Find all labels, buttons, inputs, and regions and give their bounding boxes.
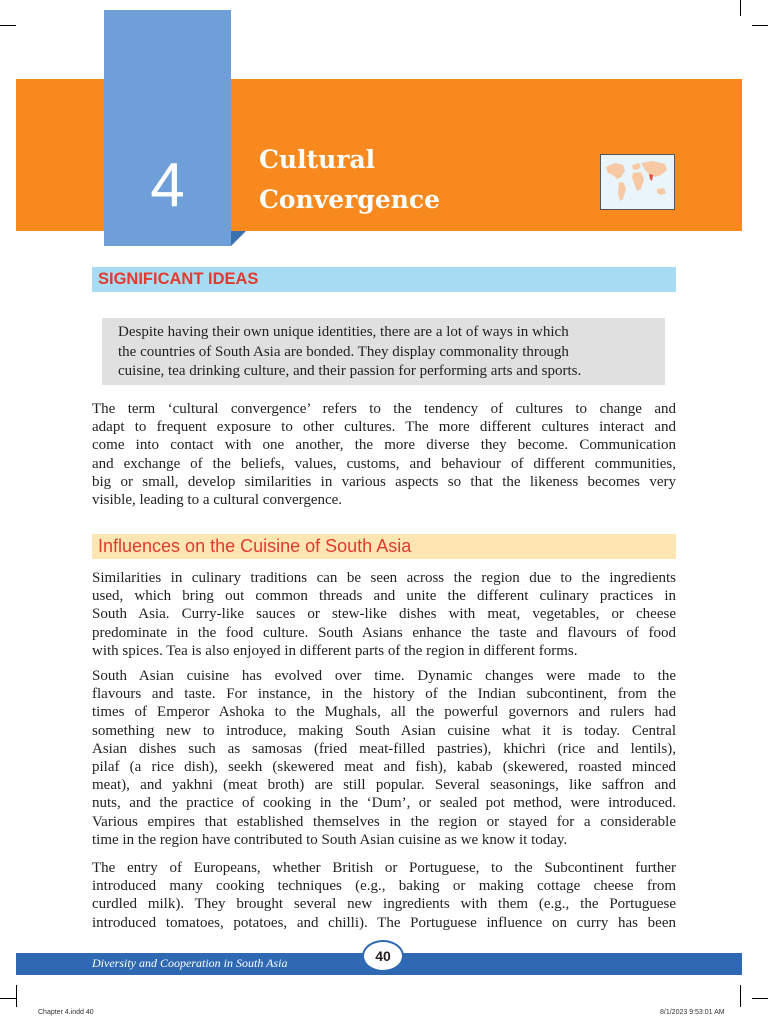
chapter-title-line2: Convergence (259, 185, 441, 214)
callout-line: the countries of South Asia are bonded. They display commonality through (118, 343, 569, 360)
text-line: and exchange of the beliefs, values, customs, and behaviour of different communities, (92, 455, 676, 472)
crop-mark (740, 0, 741, 16)
cuisine-paragraph-2 (92, 667, 676, 849)
crop-mark (752, 998, 768, 999)
world-map-icon (600, 154, 675, 210)
text-line: The term ‘cultural convergence’ refers to the tendency of cultures to change and (92, 401, 676, 417)
text-line: meat), and yakhni (meat broth) are still popular. Several seasonings, like saffron and (92, 777, 676, 794)
text-line: introduced tomatoes, potatoes, and chilli). The Portuguese influence on curry has been (92, 914, 676, 931)
text-line: times of Emperor Ashoka to the Mughals, all the powerful governors and rulers had (92, 704, 676, 721)
chapter-title-line1: Cultural (259, 145, 376, 174)
text-line: curdled milk). They brought several new ingredients with them (e.g., the Portuguese (92, 896, 676, 913)
cuisine-paragraph-1 (92, 569, 676, 660)
text-line: South Asia. Curry-like sauces or stew-like dishes with meat, vegetables, or cheese (92, 606, 676, 623)
text-line: come into contact with one another, the more diverse they become. Communication (92, 437, 676, 454)
text-line: predominate in the food culture. South Asians enhance the taste and flavours of food (92, 624, 676, 641)
chapter-title (259, 140, 579, 220)
text-line: adapt to frequent exposure to other cultures. The more different cultures interact and (92, 419, 676, 436)
crop-mark (740, 985, 741, 1007)
cuisine-paragraph-3 (92, 859, 676, 932)
cuisine-section-heading: Influences on the Cuisine of South Asia (92, 534, 676, 559)
page-number: 40 (362, 940, 404, 972)
crop-mark (752, 25, 768, 26)
slug-timestamp: 8/1/2023 9:53:01 AM (660, 1009, 725, 1016)
chapter-number: 4 (150, 151, 185, 220)
text-line: something new to introduce, making South Asian cuisine what it is today. Central (92, 722, 676, 739)
tab-fold-decoration (231, 231, 246, 246)
crop-mark (16, 985, 17, 1007)
crop-mark (0, 25, 16, 26)
crop-mark (0, 998, 16, 999)
text-line: pilaf (a rice dish), seekh (skewered meat and fish), kabab (skewered, roasted minced (92, 759, 676, 776)
intro-paragraph (92, 400, 676, 509)
footer-book-title: Diversity and Cooperation in South Asia (92, 956, 288, 970)
callout-line: Despite having their own unique identities, there are a lot of ways in which (118, 324, 569, 340)
text-line: Asian dishes such as samosas (fried meat-filled pastries), khichri (rice and lentils), (92, 740, 676, 757)
text-line: used, which bring out common threads and unite the different culinary practices in (92, 588, 676, 605)
significant-ideas-box (102, 318, 665, 385)
text-line: South Asian cuisine has evolved over time. Dynamic changes were made to the (92, 668, 676, 684)
text-line: nuts, and the practice of cooking in the ‘Dum’, or sealed pot method, were introduced. (92, 795, 676, 812)
callout-line: cuisine, tea drinking culture, and their passion for performing arts and sports. (118, 363, 582, 379)
world-map-graphic (601, 155, 674, 209)
text-line: big or small, develop similarities in various aspects so that the likeness becomes very (92, 473, 676, 490)
text-line: visible, leading to a cultural convergence. (92, 492, 343, 509)
text-line: time in the region have contributed to South Asian cuisine as we know it today. (92, 831, 568, 848)
text-line: flavours and taste. For instance, in the history of the Indian subcontinent, from the (92, 686, 676, 703)
text-line: with spices. Tea is also enjoyed in different parts of the region in different forms. (92, 642, 578, 659)
text-line: The entry of Europeans, whether British or Portuguese, to the Subcontinent further (92, 860, 676, 876)
text-line: introduced many cooking techniques (e.g., baking or making cottage cheese from (92, 878, 676, 895)
significant-ideas-heading: SIGNIFICANT IDEAS (92, 267, 676, 292)
slug-file-info: Chapter 4.indd 40 (38, 1009, 94, 1016)
text-line: Various empires that established themselves in the region or stayed for a considerable (92, 813, 676, 830)
text-line: Similarities in culinary traditions can be seen across the region due to the ingredients (92, 570, 676, 586)
